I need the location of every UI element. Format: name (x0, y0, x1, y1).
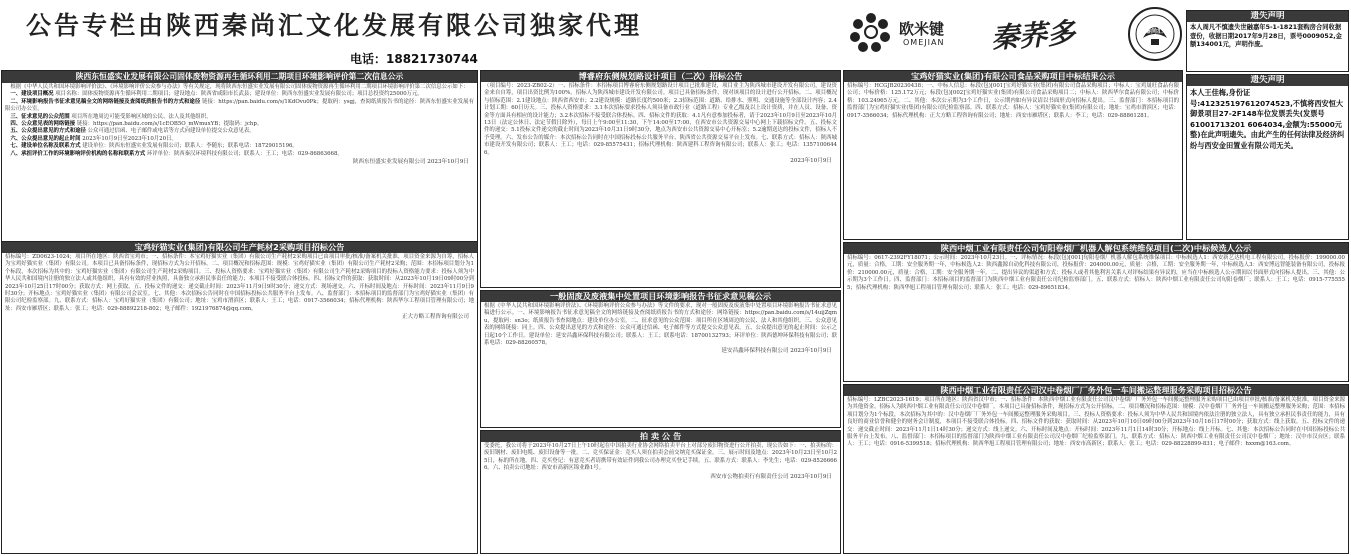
page-header-title: 公告专栏由陕西秦尚汇文化发展有限公司独家代理 (26, 11, 643, 40)
omejian-flower-icon (849, 10, 893, 54)
notice-lost-1-title: 遗失声明 (1187, 11, 1348, 22)
article-shouke (843, 70, 1183, 240)
article-yancao-body: 招标编号：0617-2392FY18071；公示时间：2023年10月23日。一、评标情况：标段(包)[001]旬阳卷烟厂机器人解包系统维保项目：中标候选人1：西安新艺达机电工程有限公司，投标报价：199000.00元，质量：合格，工期：安全服务期一年，中标候选人2：陕西鑫源自动化科技有限公司，投标报价：204000.00元，质量：合格，工期：安全服务期一年，中标候选人3：西安博远智能装备有限公司，投标报价：210000.00元，质量：合格，工期：安全服务期一年。二、提出异议的渠道和方式：投标人或者其他利害关系人对评标结果有异议的，应当在中标候选人公示期间以书面形式向招标人提出。三、其他：公示期为3个工作日。四、监督部门：本招标项目的监督部门为陕西中烟工业有限责任公司纪检监察部门。五、联系方式：招标人：陕西中烟工业有限责任公司旬阳卷烟厂；联系人：王工；电话：0915-7755555；招标代理机构：陕西华旭工程项目管理有限公司；联系人：张工；电话：029-89651834。 (847, 255, 1345, 291)
article-yancao (843, 242, 1349, 382)
round-seal-text: 秦尚汇 (1145, 28, 1164, 35)
section-heading: 六、公众提出意见的起止时间 (10, 135, 81, 142)
section-text: 链接：https://pan.baidu.com/s/1KdOvu0Pk；提取码：ysgj，查阅纸质报告书的途径：陕西东恒盛实业发展有限公司办公室。 (5, 98, 474, 113)
calligraphy-logo: 秦荞多 (990, 18, 1077, 55)
section-heading: 五、公众提出意见的方式和途径 (10, 128, 86, 135)
article-hongsheng (1, 241, 478, 554)
section-heading: 三、征求意见的公众范围 (10, 113, 70, 120)
section-text: 2023年10月9日至2023年10月20日。 (82, 135, 177, 142)
article-paimai (480, 430, 841, 554)
article-yiban-signature: 延安昌鑫环保科技有限公司 2023年10月9日 (721, 348, 832, 355)
article-baotou-title: 博睿府东侧规划路设计项目（二次）招标公告 (481, 71, 840, 82)
notice-lost-1 (1186, 10, 1349, 72)
article-hongsheng-signature: 正大方略工程咨询有限公司 (401, 314, 469, 321)
article-baotou (480, 70, 841, 288)
article-hengxin-title: 陕西东恒盛实业发展有限公司固体废物资源再生循环利用二期项目环境影响评价第二次信息公示 (2, 71, 477, 83)
notice-lost-1-body: 本人周凡不慎遗失世融嘉年5-1-1821套购房合同收据壹份，收据日期2017年9月28日，票号0009052,金额134001元，声明作废。 (1190, 24, 1342, 49)
article-baotou-body: （项目编号：2023-ZB02-2）一、招标条件：本招标项目博睿府东侧规划路设计项目已批准建设，项目业主为陕西城市建设开发有限公司，建设资金来自自筹，项目出资比例为100%。招标人为陕西城市建设开发有限公司。项目已具备招标条件，现对该项目的设计进行公开招标。二、项目概况与招标范围：2.1建设地点：陕西省西安市；2.2建设规模：道路长度约500米；2.3招标范围：道路、给排水、照明、交通设施等全部设计内容；2.4计划工期：60日历天。三、投标人资格要求：3.1本次招标要求投标人须具备市政行业（道路工程）专业乙级及以上设计资质，并在人员、设备、资金等方面具有相应的设计能力；3.2本次招标不接受联合体投标。四、招标文件的获取：4.1凡有意参加投标者，请于2023年10月9日至2023年10月13日（法定公休日、法定节假日除外），每日上午9:00至11:30，下午14:00至17:00，在西安市公共资源交易中心网上下载招标文件。五、投标文件的递交：5.1投标文件递交的截止时间为2023年10月31日9时30分，地点为西安市公共资源交易中心开标室；5.2逾期送达的投标文件，招标人不予受理。六、发布公告的媒介：本次招标公告同时在中国招标投标公共服务平台、陕西省公共资源交易平台上发布。七、联系方式：招标人：陕西城市建设开发有限公司；联系人：王工；电话：029-85575431；招标代理机构：陕西建科工程咨询有限公司；联系人：张工；电话：13571006446。 (484, 83, 837, 156)
section-heading: 一、建设项目概况 (10, 91, 54, 98)
article-hongsheng-title: 宝鸡好猫实业(集团)有限公司生产耗材2采购项目招标公告 (2, 242, 477, 253)
article-hengxin-signature: 陕西东恒盛实业发展有限公司 2023年10月9日 (352, 159, 469, 166)
article-yancao-title: 陕西中烟工业有限责任公司旬阳卷烟厂机器人解包系统维保项目(二次)中标候选人公示 (844, 243, 1348, 254)
section-heading: 七、建设单位名称及联系方式 (10, 143, 81, 150)
article-shouke-title: 宝鸡好猫实业(集团)有限公司食品采购项目中标结果公示 (844, 71, 1182, 82)
article-yiban-title: 一般固废及废液集中处置项目环境影响报告书征求意见稿公示 (481, 291, 840, 302)
notice-lost-2-body: 本人王佳梅,身份证号:412325197612074523,不慎将西安恒大御景项目27-2F148车位发票丢失(发票号61001713201 6064034,金额为:55000元整)在此声明遗失。由此产生的任何法律及经济纠纷与西安金田置业有限公司无关。 (1190, 88, 1345, 150)
article-hanzhong (843, 384, 1349, 554)
section-text: 链接：https://pan.baidu.com/s/1cEOB5O_mWmuxYB；提取码：jchp。 (76, 121, 263, 128)
logo-strip (843, 4, 1183, 64)
section-text: 公众可通过信函、电子邮件或电话等方式向建设单位提交公众意见表。 (87, 128, 255, 135)
article-paimai-body: 受委托，我公司将于2023年10月27日上午10时起在中国拍卖行业协会网络拍卖平台上对部分废旧物资进行公开拍卖，现公告如下：一、拍卖标的：废旧钢材、废旧电缆、废旧设备等一批。二、竞买保证金：竞买人须在拍卖会前交纳竞买保证金。三、展示时间及地点：2023年10月23日至10月25日，标的所在地。四、竞买登记：有意竞买者请携带有效证件到我公司办理竞买登记手续。五、联系方式：联系人：李先生；电话：029-85266666。六、拍卖公司地址：西安市高新区锦业路1号。 (484, 443, 837, 472)
section-text: 环评单位：陕西秦汉环境科技有限公司；联系人：王工；电话：029-86863668。 (146, 150, 343, 157)
article-hongsheng-body: 招标编号：ZD0623-1024；项目所在地区：陕西省宝鸡市；一、招标条件：本宝鸡好猫实业（集团）有限公司生产耗材2采购项目已由项目审批/核准/备案机关批准，项目资金来源为自筹，招标人为宝鸡好猫实业（集团）有限公司。本项目已具备招标条件，现招标方式为公开招标。二、项目概况和招标范围：规模：宝鸡好猫实业（集团）有限公司生产耗材2采购；范围：本招标项目划分为1个标段，本次招标为其中的：宝鸡好猫实业（集团）有限公司生产耗材2采购项目。三、投标人资格要求：宝鸡好猫实业（集团）有限公司生产耗材2采购项目的投标人资格能力要求：投标人须为中华人民共和国境内注册的独立法人或其他组织，具有有效的营业执照，具备独立承担民事责任的能力；本项目不接受联合体投标。四、招标文件的获取：获取时间：从2023年10月19日09时00分到2023年10月25日17时00分；获取方式：网上获取。五、投标文件的递交：递交截止时间：2023年11月9日9时30分；递交方式：现场递交。六、开标时间及地点：开标时间：2023年11月9日9时30分；开标地点：宝鸡好猫实业（集团）有限公司会议室。七、其他：本次招标公告同时在中国招标投标公共服务平台上发布。八、监督部门：本招标项目的监督部门为宝鸡好猫实业（集团）有限公司纪检监察部。九、联系方式：招标人：宝鸡好猫实业（集团）有限公司；地址：宝鸡市渭滨区；联系人：王工；电话：0917-3566034；招标代理机构：陕西华尔工程项目管理有限公司；地址：西安市雁塔区；联系人：张工；电话：029-88892218-802；电子邮件：1921976874@qq.com。 (5, 254, 474, 312)
section-heading: 四、公众意见表的网络链接 (10, 121, 76, 128)
section-heading: 二、环境影响报告书征求意见稿全文的网络链接及查阅纸质报告书的方式和途径 (10, 98, 201, 105)
notice-lost-2-title: 遗失声明 (1187, 75, 1348, 86)
article-shouke-body: 招标编号：HCGJB20230438；一、中标人信息：标段(包)[001]宝鸡好猫实业(集团)有限公司食品采购项目；中标人：宝鸡晟旺食品有限公司；中标价格：125.172万元；标段(包)[002]宝鸡好猫实业(集团)有限公司食品采购项目二；中标人：陕西华尔食品有限公司；中标价格：103.24965万元。二、其他：本次公示期为3个工作日，公示期内如有异议请以书面形式向招标人提出。三、监督部门：本招标项目的监督部门为宝鸡好猫实业(集团)有限公司纪检监察部。四、联系方式：招标人：宝鸡好猫实业(集团)有限公司；地址：宝鸡市渭滨区；电话：0917-3566034；招标代理机构：正大方略工程咨询有限公司；地址：西安市雁塔区；联系人：李工；电话：029-88861281。 (847, 83, 1179, 119)
section-text: 项目所在地周边可能受影响区域的公民、法人及其他组织。 (71, 113, 212, 120)
article-hengxin-body (2, 83, 477, 159)
article-hanzhong-body: 招标编号：LZBC2023-1619；项目所在地区：陕西省汉中市；一、招标条件：本陕西中烟工业有限责任公司汉中卷烟厂厂务外包一车间搬运整理服务采购项目已由项目审批/核准/备案机关批准，项目资金来源为其他资金，招标人为陕西中烟工业有限责任公司汉中卷烟厂。本项目已具备招标条件，现招标方式为公开招标。二、项目概况和招标范围：规模：汉中卷烟厂厂务外包一车间搬运整理服务采购；范围：本招标项目划分为1个标段，本次招标为其中的：汉中卷烟厂厂务外包一车间搬运整理服务采购项目。三、投标人资格要求：投标人须为中华人民共和国境内依法注册的独立法人，具有独立承担民事责任的能力，具有良好的商业信誉和健全的财务会计制度，本项目不接受联合体投标。四、招标文件的获取：获取时间：从2023年10月10日09时00分到2023年10月16日17时00分；获取方式：线上获取。五、投标文件的递交：递交截止时间：2023年11月1日14时30分；递交方式：线上递交。六、开标时间及地点：开标时间：2023年11月1日14时30分；开标地点：线上开标。七、其他：本次招标公告同时在中国招标投标公共服务平台上发布。八、监督部门：本招标项目的监督部门为陕西中烟工业有限责任公司汉中卷烟厂纪检监察部门。九、联系方式：招标人：陕西中烟工业有限责任公司汉中卷烟厂；地址：汉中市汉台区；联系人：王工；电话：0916-5399518；招标代理机构：陕西华旭工程项目管理有限公司；地址：西安市高新区；联系人：张工；电话：029-88228899-831；电子邮件：hxxm@163.com。 (847, 397, 1345, 448)
article-baotou-signature: 2023年10月9日 (790, 158, 832, 165)
article-paimai-title: 拍 卖 公 告 (481, 431, 840, 442)
section-text: 建设单位：陕西东恒盛实业发展有限公司；联系人：李随东；联系电话：18729015196。 (82, 143, 298, 150)
notice-lost-2 (1186, 74, 1349, 240)
article-yiban (480, 290, 841, 428)
omejian-brand-cn: 欧米键 (899, 20, 945, 38)
header-phone: 电话：18821730744 (350, 52, 478, 66)
article-yiban-body: 根据《中华人民共和国环境影响评价法》、《环境影响评价公众参与办法》等文件的要求，现对一般固废及废液集中处置项目环境影响报告书征求意见稿进行公示。一、环境影响报告书征求意见稿全文的网络链接及查阅纸质报告书的方式和途径：网络链接：https://pan.baidu.com/s/14uijZqmu，提取码：sn3o；纸质报告书查阅地点：建设单位办公室。二、征求意见的公众范围：项目所在区域周边的公民、法人和其他组织。三、公众意见表的网络链接：同上。四、公众提出意见的方式和途径：公众可通过信函、电子邮件等方式提交公众意见表。五、公众提出意见的起止时间：公示之日起10个工作日。建设单位：延安昌鑫环保科技有限公司；联系人：王工；联系电话：18700132793；环评单位：陕西德坤环保科技有限公司；联系电话：029-88260578。 (484, 303, 837, 347)
section-text: 项目名称：固体废物资源再生循环利用二期项目；建设地点：陕西省咸阳市长武县；建设单位：陕西东恒盛实业发展有限公司；项目总投资约25000万元。 (55, 91, 423, 98)
article-hengxin-intro: 根据《中华人民共和国环境影响评价法》、《环境影响评价公众参与办法》等有关规定，现将陕西东恒盛实业发展有限公司固体废物资源再生循环利用二期项目环境影响评价第二次信息公示如下： (10, 84, 469, 90)
section-heading: 八、承担评价工作的环境影响评价机构的名称和联系方式 (10, 150, 146, 157)
omejian-brand-en: OMEJIAN (903, 38, 945, 47)
article-hanzhong-title: 陕西中烟工业有限责任公司汉中卷烟厂厂务外包一车间搬运整理服务采购项目招标公告 (844, 385, 1348, 396)
article-paimai-signature: 西安市公物拍卖行有限责任公司 2023年10月9日 (710, 473, 832, 480)
